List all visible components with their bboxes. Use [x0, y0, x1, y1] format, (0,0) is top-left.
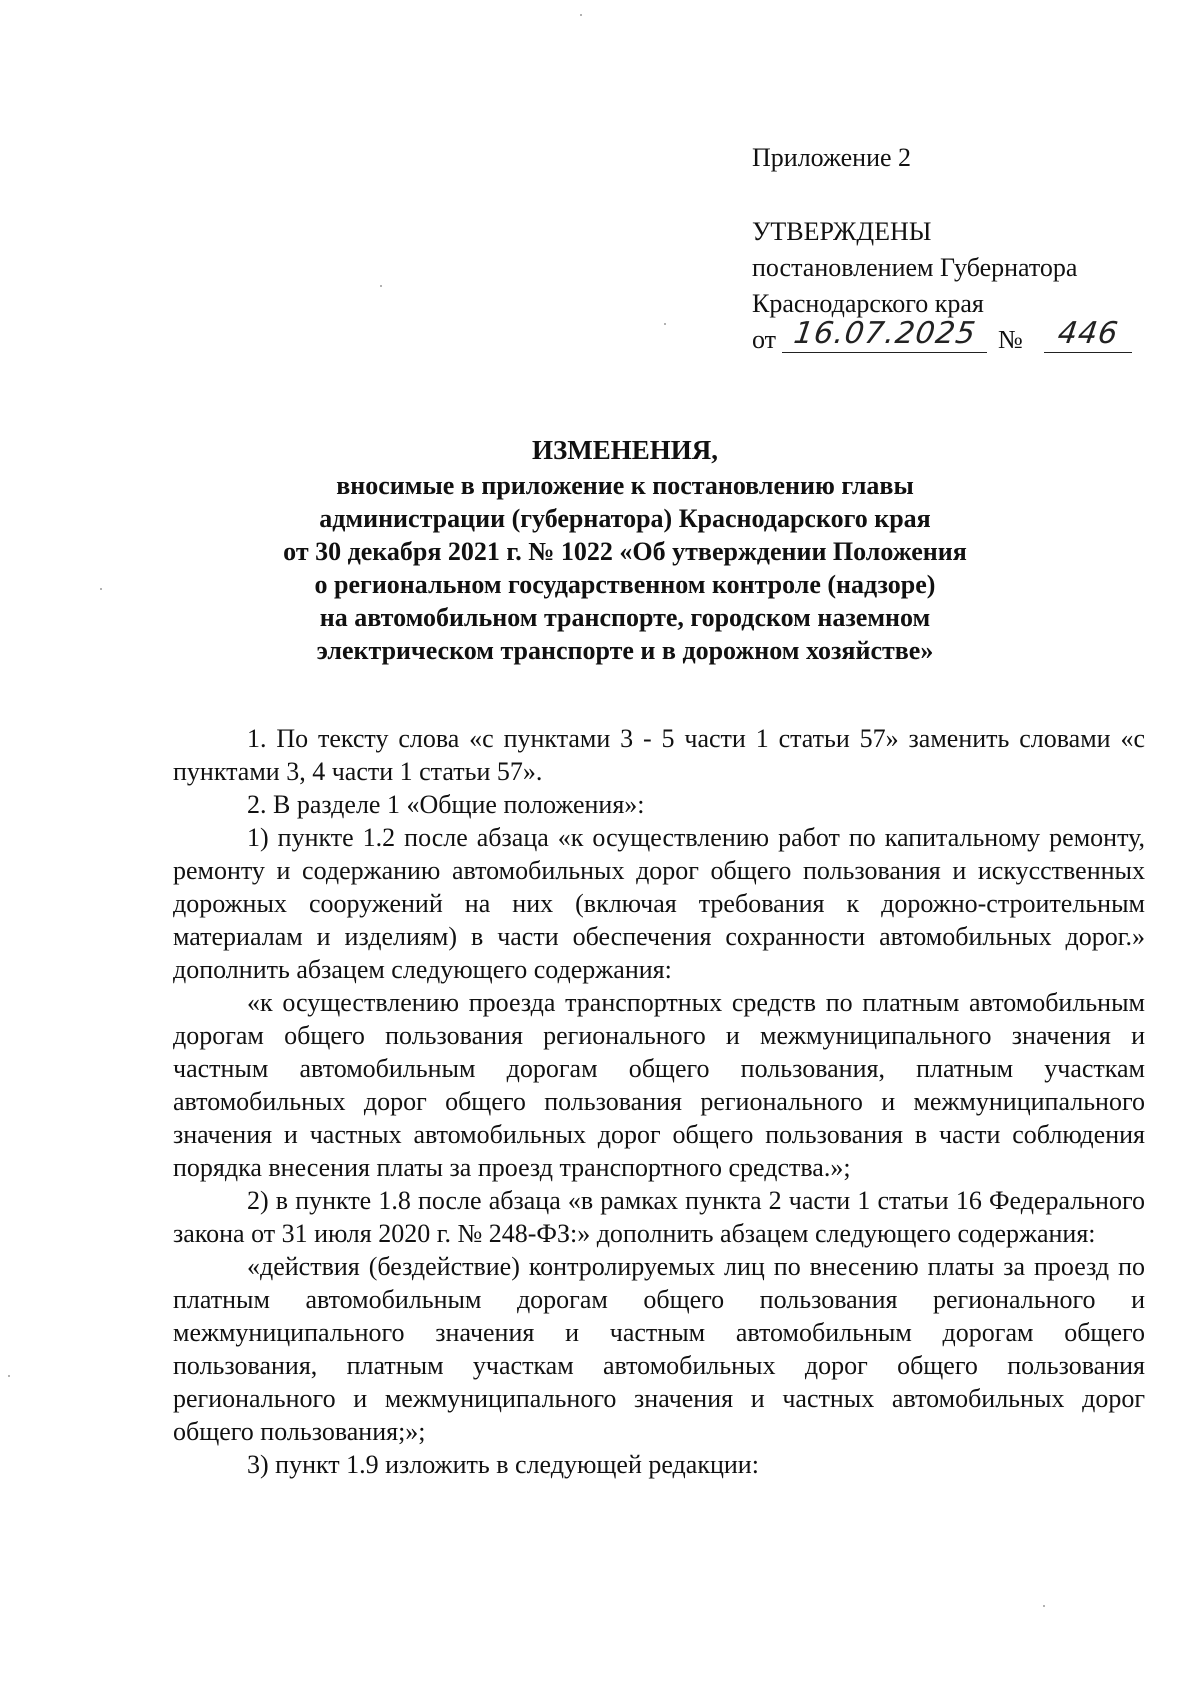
handwritten-number: 446	[1055, 316, 1121, 351]
scan-speck	[580, 14, 582, 16]
title-line: о региональном государственном контроле (надзоре)	[314, 570, 936, 599]
number-prefix: №	[998, 325, 1023, 354]
body-paragraph: 3) пункт 1.9 изложить в следующей редакции:	[247, 1450, 759, 1479]
number-underline	[1044, 352, 1132, 353]
date-underline	[782, 352, 987, 353]
scan-speck	[8, 1375, 10, 1377]
document-body	[173, 722, 1145, 1481]
approved-label: УТВЕРЖДЕНЫ	[752, 217, 932, 246]
appendix-label: Приложение 2	[752, 143, 912, 172]
title-line: на автомобильном транспорте, городском наземном	[319, 603, 931, 632]
scan-speck	[1043, 1605, 1045, 1607]
scan-speck	[100, 588, 102, 590]
body-paragraph: «к осуществлению проезда транспортных средств по платным автомобильным дорогам общего пользования регионального и межмуниципального значения и частным автомобильным дорогам общего пользования, платным участкам автомобильных дорог общего пользования регионального и межмуниципального значения и частных автомобильных дорог общего пользования в части соблюдения порядка внесения платы за проезд транспортного средства.»;	[173, 988, 1145, 1182]
title-line: администрации (губернатора) Краснодарского края	[319, 504, 931, 533]
title-line: от 30 декабря 2021 г. № 1022 «Об утверждении Положения	[283, 537, 967, 566]
body-paragraph: 1. По тексту слова «с пунктами 3 - 5 части 1 статьи 57» заменить словами «с пунктами 3, 4 части 1 статьи 57».	[173, 724, 1145, 786]
scan-speck	[380, 285, 382, 287]
handwritten-date: 16.07.2025	[791, 316, 979, 351]
body-paragraph: 2. В разделе 1 «Общие положения»:	[247, 790, 645, 819]
date-number-line	[752, 316, 1172, 358]
body-paragraph: 2) в пункте 1.8 после абзаца «в рамках пункта 2 части 1 статьи 16 Федерального закона от 31 июля 2020 г. № 248-ФЗ:» дополнить абзацем следующего содержания:	[173, 1186, 1145, 1248]
scan-speck	[664, 323, 666, 325]
approval-header	[752, 140, 1172, 358]
from-prefix: от	[752, 325, 777, 354]
title-line: электрическом транспорте и в дорожном хозяйстве»	[316, 636, 934, 665]
body-paragraph: «действия (бездействие) контролируемых лиц по внесению платы за проезд по платным автомобильным дорогам общего пользования регионального и межмуниципального значения и частным автомобильным дорогам общего пользования, платным участкам автомобильных дорог общего пользования регионального и межмуниципального значения и частных автомобильных дорог общего пользования;»;	[173, 1252, 1145, 1446]
title-line: вносимые в приложение к постановлению главы	[336, 471, 914, 500]
document-title	[160, 434, 1090, 667]
approved-by-line-1: постановлением Губернатора	[752, 253, 1078, 282]
approved-by-line-2: Краснодарского края	[752, 289, 984, 318]
title-heading: ИЗМЕНЕНИЯ,	[531, 435, 718, 465]
body-paragraph: 1) пункте 1.2 после абзаца «к осуществлению работ по капитальному ремонту, ремонту и содержанию автомобильных дорог общего пользования и искусственных дорожных сооружений на них (включая требования к дорожно-строительным материалам и изделиям) в части обеспечения сохранности автомобильных дорог.» дополнить абзацем следующего содержания:	[173, 823, 1145, 984]
